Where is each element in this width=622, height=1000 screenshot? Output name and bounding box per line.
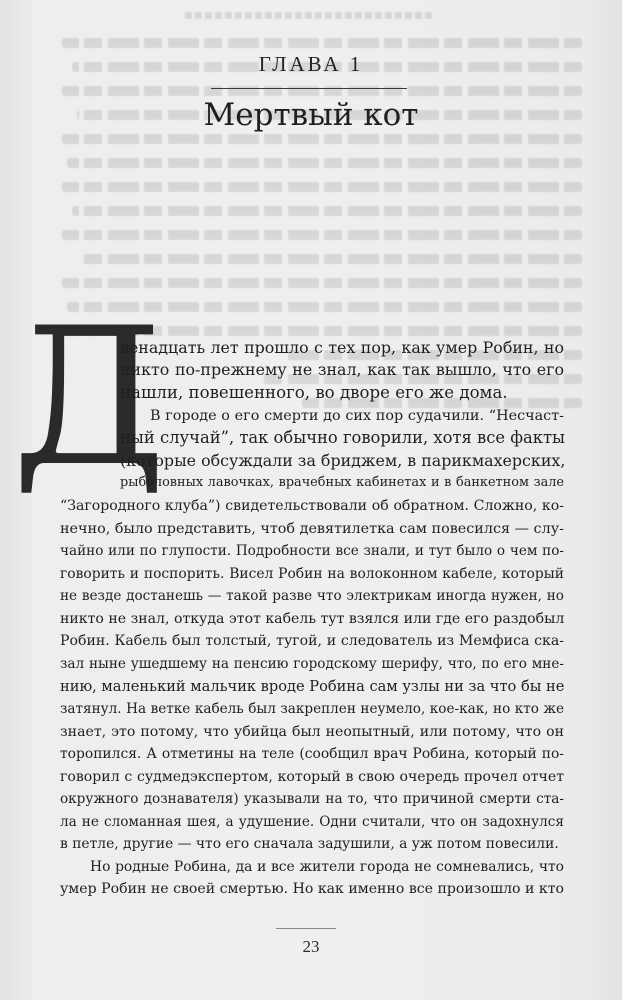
text-line: затянул. На ветке кабель был закреплен неумело, кое-как, но кто же xyxy=(60,701,564,717)
text-line: чайно или по глупости. Подробности все знали, и тут было о чем по- xyxy=(60,543,564,559)
bleed-through-header xyxy=(182,12,432,19)
text-line: нечно, было представить, чтоб девятилетка сам повесился — слу- xyxy=(60,521,564,537)
text-line: говорить и поспорить. Висел Робин на волоконном кабеле, который xyxy=(60,566,564,582)
text-line: венадцать лет прошло с тех пор, как умер Робин, но xyxy=(120,338,564,357)
text-line: (которые обсуждали за бриджем, в парикмахерских, xyxy=(120,451,566,470)
chapter-title: Мертвый кот xyxy=(203,97,419,133)
text-line: В городе о его смерти до сих пор судачили. “Несчаст- xyxy=(150,408,564,424)
text-line: Но родные Робина, да и все жители города не сомневались, что xyxy=(90,859,564,875)
bleed-through-line xyxy=(62,182,582,192)
bleed-through-line xyxy=(62,38,582,48)
text-line: никто по-прежнему не знал, как так вышло, что его xyxy=(120,360,564,379)
bleed-through-line xyxy=(67,158,582,168)
footer-divider xyxy=(276,928,336,929)
text-line: говорил с судмедэкспертом, который в свою очередь прочел отчет xyxy=(60,769,564,785)
text-line: нию, маленький мальчик вроде Робина сам узлы ни за что бы не xyxy=(60,678,565,695)
text-line: нашли, повешенного, во дворе его же дома. xyxy=(120,383,508,402)
text-line: не везде достанешь — такой разве что электрикам иногда нужен, но xyxy=(60,588,564,604)
text-line: знает, это потому, что убийца был неопытный, или потому, что он xyxy=(60,724,564,740)
text-line: никто не знал, откуда этот кабель тут взялся или где его раздобыл xyxy=(60,611,565,627)
text-line: в петле, другие — что его сначала задушили, а уж потом повесили. xyxy=(60,836,559,852)
bleed-through-line xyxy=(82,254,582,264)
chapter-divider xyxy=(211,88,407,89)
text-line: зал ныне ушедшему на пенсию городскому шерифу, что, по его мне- xyxy=(60,656,564,672)
text-line: ный случай”, так обычно говорили, хотя все факты xyxy=(120,428,566,447)
text-line: ла не сломанная шея, а удушение. Одни считали, что он задохнулся xyxy=(60,814,564,830)
text-line: умер Робин не своей смертью. Но как именно все произошло и кто xyxy=(60,881,564,897)
bleed-through-line xyxy=(72,206,582,216)
text-line: “Загородного клуба”) свидетельствовали об обратном. Сложно, ко- xyxy=(60,498,564,514)
chapter-label: ГЛАВА 1 xyxy=(258,52,364,76)
bleed-through-line xyxy=(62,230,582,240)
text-line: окружного дознавателя) указывали на то, что причиной смерти ста- xyxy=(60,791,564,807)
text-line: рыболовных лавочках, врачебных кабинетах и в банкетном зале xyxy=(120,475,564,490)
text-line: Робин. Кабель был толстый, тугой, и следователь из Мемфиса ска- xyxy=(60,633,564,649)
bleed-through-line xyxy=(62,134,582,144)
text-line: торопился. А отметины на теле (сообщил врач Робина, который по- xyxy=(60,746,564,762)
page-number: 23 xyxy=(302,937,320,956)
drop-cap: Д xyxy=(12,287,167,508)
